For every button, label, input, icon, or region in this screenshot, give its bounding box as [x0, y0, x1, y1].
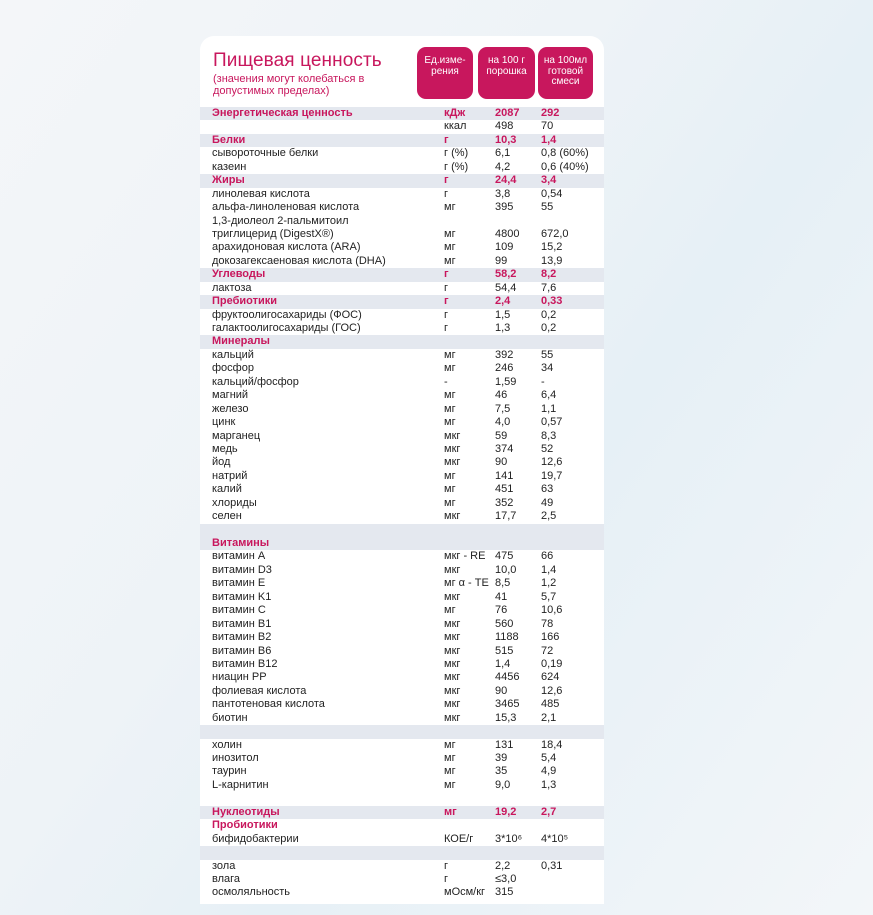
page-subtitle: (значения могут колебаться в допустимых пределах) — [213, 73, 365, 97]
nutrient-name: селен — [212, 510, 242, 523]
per-100ml-cell: 18,4 — [541, 738, 563, 751]
unit-cell: мкг — [444, 563, 461, 576]
per-100g-cell: 41 — [495, 590, 508, 603]
per-100ml-cell: 10,6 — [541, 604, 563, 617]
nutrition-table — [200, 107, 604, 900]
per-100ml-cell: 6,4 — [541, 389, 557, 402]
unit-cell: мкг — [444, 684, 461, 697]
nutrient-name: Углеводы — [212, 268, 266, 281]
table-row — [200, 725, 604, 738]
per-100ml-cell: 12,6 — [541, 684, 563, 697]
nutrient-name: Пробиотики — [212, 819, 278, 832]
per-100ml-cell: 78 — [541, 617, 554, 630]
per-100g-cell: 395 — [495, 201, 514, 214]
table-row — [200, 389, 604, 402]
section-row — [200, 295, 604, 308]
unit-cell: мг — [444, 738, 456, 751]
per-100g-cell: 4,2 — [495, 160, 511, 173]
per-100g-cell: 131 — [495, 738, 514, 751]
unit-cell: мг — [444, 389, 456, 402]
nutrient-name: витамин В6 — [212, 644, 272, 657]
nutrient-name: Белки — [212, 133, 246, 146]
per-100ml-cell: 2,5 — [541, 510, 557, 523]
nutrient-name: осмоляльность — [212, 886, 291, 899]
table-row — [200, 228, 604, 241]
per-100ml-cell: 63 — [541, 483, 554, 496]
section-row — [200, 537, 604, 550]
nutrient-name: Энергетическая ценность — [212, 107, 353, 119]
table-row — [200, 765, 604, 778]
unit-cell: г — [444, 295, 449, 308]
per-100ml-cell: 13,9 — [541, 254, 563, 267]
nutrient-name: триглицерид (DigestX®) — [212, 227, 334, 240]
unit-cell: - — [444, 375, 448, 388]
per-100ml-cell: 52 — [541, 442, 554, 455]
unit-cell: мг — [444, 469, 456, 482]
nutrient-name: альфа-линоленовая кислота — [212, 201, 360, 214]
per-100g-cell: 1188 — [495, 631, 519, 644]
table-row — [200, 322, 604, 335]
nutrient-name: витамин А — [212, 550, 266, 563]
per-100g-cell: 10,0 — [495, 563, 517, 576]
per-100ml-cell: 5,7 — [541, 590, 557, 603]
section-row — [200, 268, 604, 281]
per-100g-cell: 3465 — [495, 698, 520, 711]
nutrient-name: холин — [212, 738, 242, 751]
unit-cell: мг — [444, 483, 456, 496]
table-row — [200, 416, 604, 429]
table-row — [200, 470, 604, 483]
unit-cell: мг — [444, 348, 456, 361]
table-row — [200, 241, 604, 254]
per-100ml-cell: 2,7 — [541, 805, 557, 818]
nutrient-name: пантотеновая кислота — [212, 698, 325, 711]
nutrient-name: Пребиотики — [212, 295, 278, 308]
table-row — [200, 685, 604, 698]
unit-cell: мкг — [444, 711, 461, 724]
per-100ml-cell: 0,2 — [541, 308, 557, 321]
unit-cell: мг — [444, 604, 456, 617]
column-header-powder-label: на 100 г порошка — [486, 55, 527, 77]
per-100ml-cell: 8,3 — [541, 429, 557, 442]
nutrient-name: витамин В1 — [212, 617, 272, 630]
per-100g-cell: 3*10⁶ — [495, 832, 523, 845]
unit-cell: г — [444, 322, 449, 334]
unit-cell: г — [444, 268, 449, 281]
table-row — [200, 752, 604, 765]
per-100ml-cell: 624 — [541, 671, 560, 684]
table-row — [200, 577, 604, 590]
per-100ml-cell: 0,31 — [541, 859, 563, 872]
unit-cell: мг — [444, 241, 456, 254]
table-row — [200, 860, 604, 873]
table-row — [200, 282, 604, 295]
per-100ml-cell: 0,8 (60%) — [541, 147, 589, 160]
table-row — [200, 188, 604, 201]
per-100g-cell: 39 — [495, 752, 508, 764]
nutrient-name: натрий — [212, 469, 248, 482]
per-100g-cell: 7,5 — [495, 402, 511, 415]
column-header-unit-label: Ед.изме- рения — [424, 55, 466, 77]
per-100g-cell: 109 — [495, 241, 514, 254]
unit-cell: мкг — [444, 429, 461, 442]
nutrient-name: казеин — [212, 160, 247, 173]
unit-cell: г — [444, 872, 449, 885]
column-header-ready — [538, 47, 593, 99]
per-100ml-cell: 3,4 — [541, 174, 557, 187]
table-row — [200, 873, 604, 886]
per-100ml-cell: 55 — [541, 201, 554, 214]
per-100ml-cell: 1,4 — [541, 133, 557, 146]
per-100g-cell: 90 — [495, 456, 508, 469]
per-100ml-cell: 1,4 — [541, 563, 557, 576]
unit-cell: мкг — [444, 510, 461, 523]
per-100ml-cell: 12,6 — [541, 456, 563, 469]
unit-cell: мг — [444, 201, 456, 214]
table-row — [200, 671, 604, 684]
table-row — [200, 430, 604, 443]
unit-cell: мг — [444, 496, 456, 509]
unit-cell: г — [444, 859, 449, 872]
table-row — [200, 362, 604, 375]
unit-cell: мкг — [444, 644, 461, 657]
per-100ml-cell: 66 — [541, 550, 554, 563]
table-row — [200, 524, 604, 537]
table-row — [200, 403, 604, 416]
table-row — [200, 483, 604, 496]
nutrient-name: таурин — [212, 765, 247, 778]
table-row — [200, 510, 604, 523]
table-row — [200, 604, 604, 617]
section-row — [200, 806, 604, 819]
nutrient-name: биотин — [212, 711, 248, 724]
table-row — [200, 779, 604, 792]
per-100g-cell: 15,3 — [495, 711, 517, 724]
per-100g-cell: 498 — [495, 120, 514, 133]
table-row — [200, 645, 604, 658]
unit-cell: мкг — [444, 442, 461, 455]
page-title: Пищевая ценность — [213, 50, 382, 71]
per-100g-cell: 515 — [495, 644, 514, 657]
unit-cell: мкг — [444, 617, 461, 630]
table-row — [200, 739, 604, 752]
per-100g-cell: 6,1 — [495, 147, 511, 160]
per-100g-cell: 246 — [495, 362, 514, 375]
per-100g-cell: 1,59 — [495, 375, 517, 388]
nutrient-name: магний — [212, 389, 249, 402]
section-row — [200, 819, 604, 832]
per-100ml-cell: 2,1 — [541, 711, 557, 724]
nutrient-name: докозагексаеновая кислота (DHA) — [212, 254, 386, 267]
per-100g-cell: 2087 — [495, 107, 520, 119]
per-100ml-cell: - — [541, 375, 545, 388]
unit-cell: г — [444, 187, 449, 200]
per-100g-cell: 76 — [495, 604, 508, 617]
unit-cell: мг — [444, 778, 456, 791]
per-100g-cell: 90 — [495, 684, 508, 697]
nutrient-name: железо — [212, 402, 249, 415]
per-100ml-cell: 0,54 — [541, 187, 563, 200]
per-100ml-cell: 166 — [541, 631, 560, 644]
unit-cell: кДж — [444, 107, 466, 119]
per-100ml-cell: 672,0 — [541, 227, 569, 240]
per-100g-cell: 99 — [495, 254, 508, 267]
nutrient-name: калий — [212, 483, 242, 496]
nutrient-name: инозитол — [212, 752, 259, 764]
per-100g-cell: 9,0 — [495, 778, 511, 791]
unit-cell: мкг — [444, 590, 461, 603]
nutrient-name: лактоза — [212, 281, 252, 294]
per-100g-cell: 17,7 — [495, 510, 517, 523]
per-100g-cell: 46 — [495, 389, 508, 402]
unit-cell: КОЕ/г — [444, 832, 474, 845]
per-100g-cell: ≤3,0 — [495, 872, 517, 885]
per-100g-cell: 141 — [495, 469, 514, 482]
unit-cell: мкг — [444, 657, 461, 670]
per-100g-cell: 59 — [495, 429, 508, 442]
unit-cell: мкг — [444, 671, 461, 684]
per-100ml-cell: 292 — [541, 107, 560, 119]
table-row — [200, 349, 604, 362]
nutrient-name: марганец — [212, 429, 261, 442]
unit-cell: г (%) — [444, 147, 469, 160]
table-row — [200, 618, 604, 631]
per-100ml-cell: 485 — [541, 698, 560, 711]
per-100g-cell: 374 — [495, 442, 514, 455]
table-row — [200, 792, 604, 805]
unit-cell: ккал — [444, 120, 467, 133]
section-row — [200, 174, 604, 187]
section-row — [200, 134, 604, 147]
unit-cell: г — [444, 281, 449, 294]
nutrient-name: витамин В12 — [212, 657, 278, 670]
table-row — [200, 550, 604, 563]
unit-cell: г — [444, 308, 449, 321]
per-100g-cell: 392 — [495, 348, 514, 361]
nutrient-name: ниацин PP — [212, 671, 267, 684]
nutrient-name: Нуклеотиды — [212, 805, 280, 818]
table-row — [200, 255, 604, 268]
nutrient-name: L-карнитин — [212, 778, 269, 791]
per-100g-cell: 2,2 — [495, 859, 511, 872]
nutrient-name: кальций/фосфор — [212, 375, 299, 388]
per-100ml-cell: 8,2 — [541, 268, 557, 281]
per-100g-cell: 4456 — [495, 671, 520, 684]
per-100ml-cell: 0,6 (40%) — [541, 160, 589, 173]
unit-cell: мг — [444, 254, 456, 267]
table-row — [200, 376, 604, 389]
table-row — [200, 846, 604, 859]
table-row — [200, 443, 604, 456]
per-100g-cell: 3,8 — [495, 187, 511, 200]
nutrient-name: влага — [212, 872, 241, 885]
table-row — [200, 631, 604, 644]
per-100ml-cell: 1,3 — [541, 778, 557, 791]
nutrient-name: Жиры — [212, 174, 245, 187]
per-100ml-cell: 34 — [541, 362, 554, 375]
unit-cell: г (%) — [444, 160, 469, 173]
per-100ml-cell: 55 — [541, 348, 554, 361]
nutrient-name: витамин В2 — [212, 631, 272, 644]
nutrient-name: витамин Е — [212, 577, 266, 590]
per-100g-cell: 58,2 — [495, 268, 517, 281]
unit-cell: мкг — [444, 631, 461, 644]
per-100ml-cell: 0,19 — [541, 657, 563, 670]
per-100g-cell: 560 — [495, 617, 514, 630]
nutrient-name: йод — [212, 456, 231, 469]
unit-cell: мг — [444, 752, 456, 764]
section-row — [200, 335, 604, 348]
unit-cell: мг — [444, 227, 456, 240]
table-row — [200, 456, 604, 469]
nutrient-name: фосфор — [212, 362, 254, 375]
unit-cell: мг — [444, 362, 456, 375]
per-100g-cell: 54,4 — [495, 281, 517, 294]
unit-cell: мкг — [444, 698, 461, 711]
nutrient-name: витамин С — [212, 604, 266, 617]
nutrient-name: медь — [212, 442, 238, 455]
nutrient-name: сывороточные белки — [212, 147, 319, 160]
per-100ml-cell: 15,2 — [541, 241, 563, 254]
per-100ml-cell: 4*10⁵ — [541, 832, 569, 845]
per-100ml-cell: 0,57 — [541, 416, 563, 429]
unit-cell: мг — [444, 765, 456, 778]
per-100ml-cell: 72 — [541, 644, 554, 657]
per-100g-cell: 35 — [495, 765, 508, 778]
column-header-powder — [478, 47, 535, 99]
nutrient-name: линолевая кислота — [212, 187, 310, 200]
table-row — [200, 886, 604, 899]
per-100ml-cell: 5,4 — [541, 752, 557, 764]
per-100ml-cell: 1,1 — [541, 402, 557, 415]
per-100g-cell: 1,5 — [495, 308, 511, 321]
table-row — [200, 201, 604, 214]
per-100g-cell: 8,5 — [495, 577, 511, 590]
table-row — [200, 120, 604, 133]
column-header-unit — [417, 47, 473, 99]
unit-cell: мкг - RE — [444, 550, 486, 563]
unit-cell: мг — [444, 416, 456, 429]
nutrient-name: цинк — [212, 416, 236, 429]
per-100g-cell: 4800 — [495, 227, 520, 240]
column-header-ready-label: на 100мл готовой смеси — [543, 55, 588, 87]
nutrient-name: хлориды — [212, 496, 257, 509]
per-100ml-cell: 4,9 — [541, 765, 557, 778]
per-100g-cell: 352 — [495, 496, 514, 509]
nutrient-name: витамин K1 — [212, 590, 272, 603]
unit-cell: мкг — [444, 456, 461, 469]
nutrient-name: кальций — [212, 348, 254, 361]
per-100ml-cell: 0,2 — [541, 322, 557, 334]
table-row — [200, 564, 604, 577]
nutrient-name: зола — [212, 859, 236, 872]
table-row — [200, 698, 604, 711]
table-row — [200, 497, 604, 510]
nutrient-name: бифидобактерии — [212, 832, 299, 845]
unit-cell: г — [444, 133, 449, 146]
per-100ml-cell: 19,7 — [541, 469, 563, 482]
per-100g-cell: 4,0 — [495, 416, 511, 429]
per-100g-cell: 1,4 — [495, 657, 511, 670]
per-100g-cell: 19,2 — [495, 805, 517, 818]
per-100g-cell: 10,3 — [495, 133, 517, 146]
unit-cell: мОсм/кг — [444, 886, 486, 899]
table-row — [200, 147, 604, 160]
nutrient-name: галактоолигосахариды (ГОС) — [212, 322, 361, 334]
per-100g-cell: 1,3 — [495, 322, 511, 334]
nutrient-name: фруктоолигосахариды (ФОС) — [212, 308, 362, 321]
per-100g-cell: 451 — [495, 483, 514, 496]
per-100g-cell: 315 — [495, 886, 514, 899]
per-100ml-cell: 7,6 — [541, 281, 557, 294]
nutrient-name: Минералы — [212, 335, 270, 348]
unit-cell: мг — [444, 402, 456, 415]
table-row — [200, 309, 604, 322]
unit-cell: мг α - TE — [444, 577, 489, 590]
per-100g-cell: 475 — [495, 550, 514, 563]
table-row — [200, 658, 604, 671]
table-row — [200, 833, 604, 846]
per-100ml-cell: 1,2 — [541, 577, 557, 590]
nutrient-name: витамин D3 — [212, 563, 272, 576]
per-100ml-cell: 70 — [541, 120, 554, 133]
nutrient-name: 1,3-диолеол 2-пальмитоил — [212, 214, 349, 227]
per-100g-cell: 24,4 — [495, 174, 517, 187]
table-row — [200, 215, 604, 228]
unit-cell: г — [444, 174, 449, 187]
per-100g-cell: 2,4 — [495, 295, 511, 308]
per-100ml-cell: 0,33 — [541, 295, 563, 308]
nutrient-name: фолиевая кислота — [212, 684, 307, 697]
section-row — [200, 107, 604, 120]
nutrient-name: арахидоновая кислота (ARA) — [212, 241, 361, 254]
nutrient-name: Витамины — [212, 537, 270, 549]
table-row — [200, 591, 604, 604]
unit-cell: мг — [444, 805, 457, 818]
table-row — [200, 161, 604, 174]
table-row — [200, 712, 604, 725]
per-100ml-cell: 49 — [541, 496, 554, 509]
